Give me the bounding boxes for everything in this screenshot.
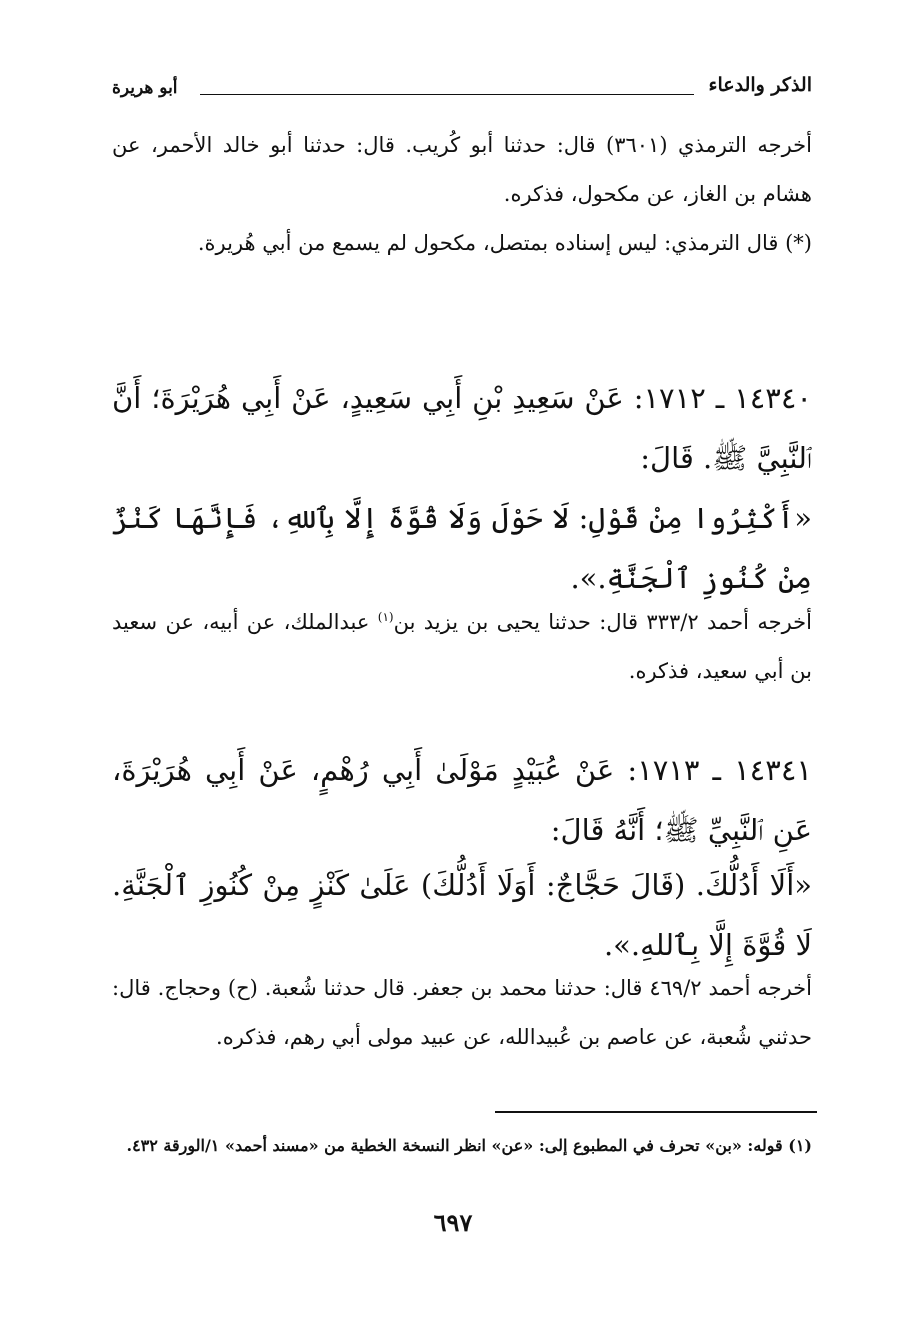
tirmidhi-note: (*) قال الترمذي: ليس إسناده بمتصل، مكحول لم يسمع من أبي هُريرة. [197, 231, 812, 255]
takhrij-1712-part-b: عبدالملك، عن أبيه، عن سعيد بن أبي سعيد، فذكره. [112, 610, 812, 683]
page-number: ٦٩٧ [433, 1208, 473, 1237]
narrator-name: أبو هريرة [112, 78, 178, 98]
takhrij-1712 [112, 593, 812, 696]
hadith-heading-1712: ١٤٣٤٠ ـ ١٧١٢: عَنْ سَعِيدِ بْنِ أَبِي سَعِيدٍ، عَنْ أَبِي هُرَيْرَةَ؛ أَنَّ ٱلنَّبِيَّ ﷺ. قَالَ: [112, 381, 813, 475]
previous-takhrij: أخرجه الترمذي (٣٦٠١) قال: حدثنا أبو كُريب. قال: حدثنا أبو خالد الأحمر، عن هشام بن الغاز، عن مكحول، فذكره. [112, 133, 812, 206]
takhrij-1712-part-a: أخرجه أحمد ٣٣٣/٢ قال: حدثنا يحيى بن يزيد بن [393, 610, 812, 634]
hadith-text-1713: «أَلَا أَدُلُّكَ. (قَالَ حَجَّاجٌ: أَوَلَا أَدُلُّكَ) عَلَىٰ كَنْزٍ مِنْ كُنُوزِ ٱلْجَنَّةِ. لَا قُوَّةَ إِلَّا بِٱللهِ.». [112, 868, 812, 962]
takhrij-1713: أخرجه أحمد ٤٦٩/٢ قال: حدثنا محمد بن جعفر. قال حدثنا شُعبة. (ح) وحجاج. قال: حدثني شُعبة، عن عاصم بن عُبيدالله، عن عبيد مولى أبي رهم، فذكره. [112, 976, 813, 1049]
footnote-separator [495, 1111, 817, 1113]
footnote-1: (١) قوله: «بن» تحرف في المطبوع إلى: «عن» انظر النسخة الخطية من «مسند أحمد» ١/الورقة ٤٣٢. [126, 1136, 812, 1155]
header-rule [200, 94, 694, 95]
hadith-text-1712: «أَكْثِرُوا مِنْ قَوْلِ: لَا حَوْلَ وَلَا قُوَّةَ إِلَّا بِٱللهِ، فَإِنَّهَا كَنْزٌ مِنْ كُنُوزِ ٱلْجَنَّةِ.». [112, 501, 812, 595]
hadith-heading-1713: ١٤٣٤١ ـ ١٧١٣: عَنْ عُبَيْدٍ مَوْلَىٰ أَبِي رُهْمٍ، عَنْ أَبِي هُرَيْرَةَ، عَنِ ٱلنَّبِيِّ ﷺ؛ أَنَّهُ قَالَ: [112, 753, 812, 847]
chapter-title: الذكر والدعاء [708, 74, 812, 96]
running-header [112, 74, 812, 106]
footnote-marker[interactable]: (١) [377, 610, 394, 624]
